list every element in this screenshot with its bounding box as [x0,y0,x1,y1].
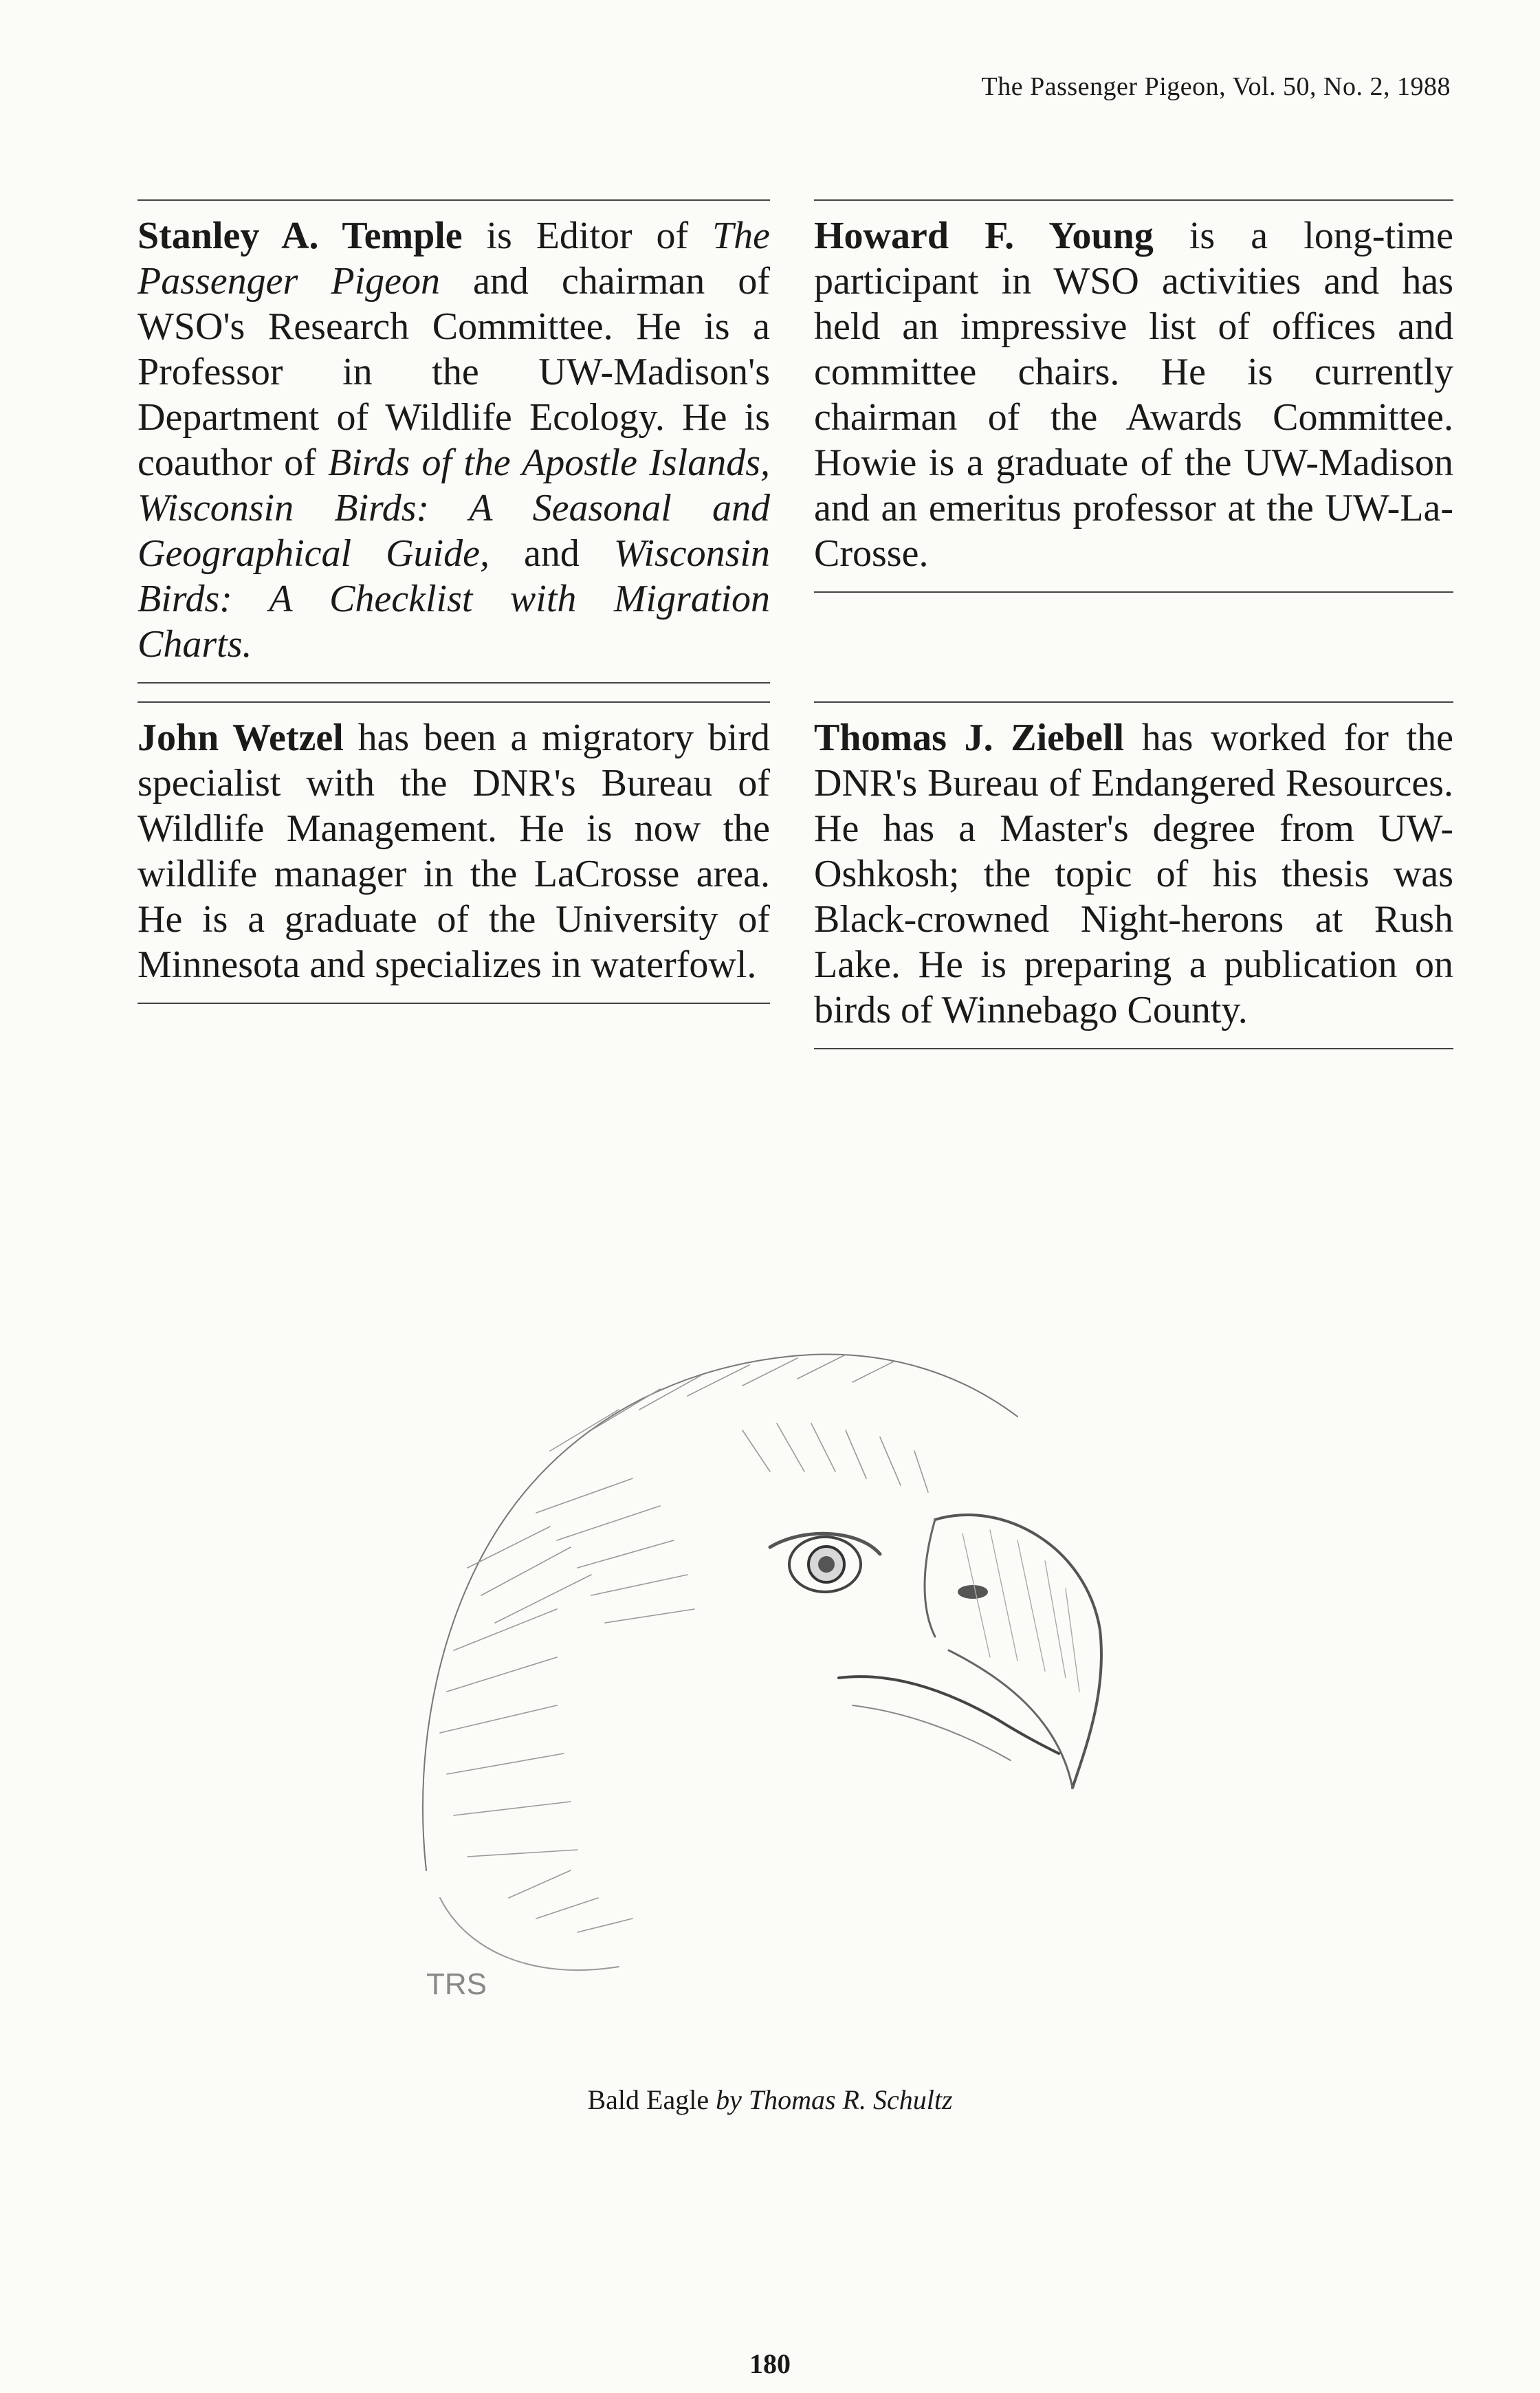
bottom-rule [138,682,770,684]
bio-name: John Wetzel [138,717,344,759]
journal-title: The Passenger Pigeon [138,215,770,303]
page-number: 180 [749,2348,791,2379]
bottom-rule [814,591,1453,593]
bio-text: Howard F. Young is a long-time participant in WSO activities and has held an impressive list of offices and committee chairs. He is currently chairman of the Awards Committee. Howie is a graduate of the UW-Madison and an emeritus professor at the UW-La-Crosse. [814,215,1453,575]
bio-howard-young [814,199,1453,593]
bio-text: Stanley A. Temple is Editor of The Passenger Pigeon and chairman of WSO's Research Committee. He is a Professor in the UW-Madison's Department of Wildlife Ecology. He is coauthor of Birds of the Apostle Islands, Wisconsin Birds: A Seasonal and Geographical Guide, and Wisconsin Birds: A Checklist with Migration Charts. [138,215,770,666]
figure-caption: Bald Eagle by Thomas R. Schultz [587,2084,953,2115]
bottom-rule [138,1003,770,1004]
bio-name: Howard F. Young [814,215,1154,257]
book-titles: Birds of the Apostle Islands, Wisconsin Birds: A Seasonal and Geographical Guide, [138,441,770,575]
running-head: The Passenger Pigeon, Vol. 50, No. 2, 1988 [981,72,1451,101]
top-rule [814,701,1453,703]
bio-john-wetzel [138,701,770,1004]
top-rule [138,199,770,201]
top-rule [814,199,1453,201]
bio-text: John Wetzel has been a migratory bird specialist with the DNR's Bureau of Wildlife Management. He is now the wildlife manager in the LaCrosse area. He is a graduate of the University of Minnesota and specializes in waterfowl. [138,717,770,986]
bottom-rule [814,1048,1453,1049]
artist-signature: TRS [426,1967,487,2001]
bio-name: Stanley A. Temple [138,215,463,257]
bio-text: Thomas J. Ziebell has worked for the DNR's Bureau of Endangered Resources. He has a Master's degree from UW-Oshkosh; the topic of his thesis was Black-crowned Night-herons at Rush Lake. He is preparing a publication on birds of Winnebago County. [814,717,1453,1031]
bio-stanley-temple [138,199,770,684]
top-rule [138,701,770,703]
book-title: Wisconsin Birds: A Checklist with Migration Charts. [138,532,770,666]
bio-name: Thomas J. Ziebell [814,717,1125,759]
bio-thomas-ziebell [814,701,1453,1049]
bald-eagle-illustration [330,1224,1279,2035]
